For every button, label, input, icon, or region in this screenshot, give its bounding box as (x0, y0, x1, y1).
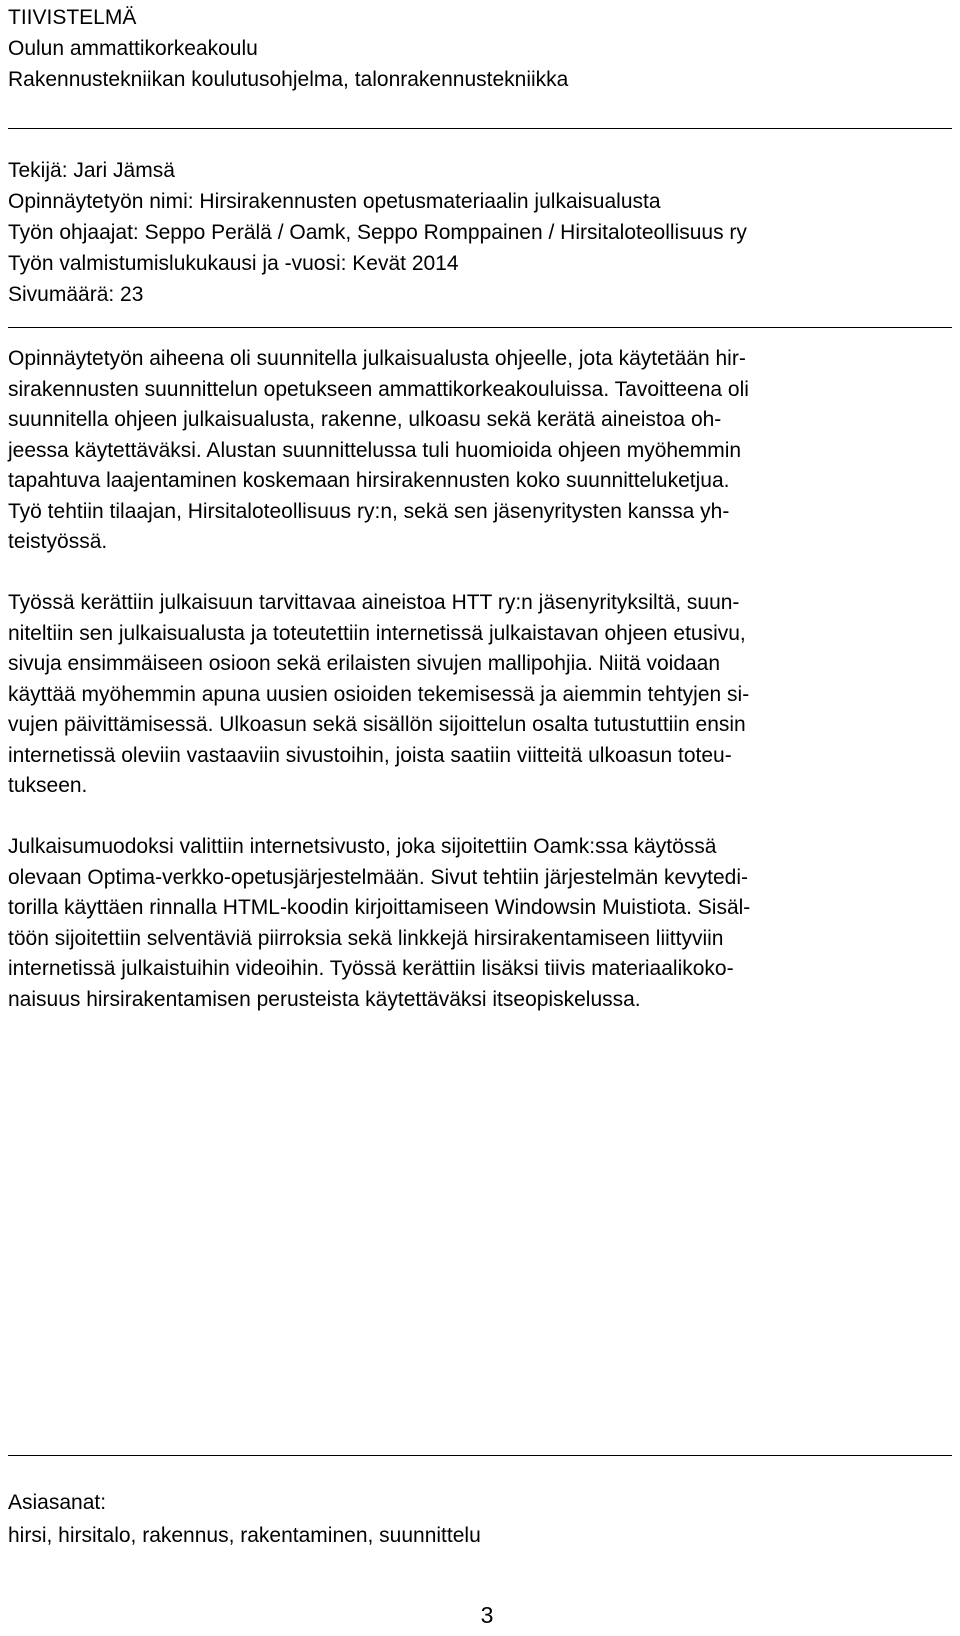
text-line: tapahtuva laajentaminen koskemaan hirsirakennusten koko suunnitteluketjua. (8, 469, 730, 492)
text-line: käyttää myöhemmin apuna uusien osioiden tekemisessä ja aiemmin tehtyjen si- (8, 682, 750, 706)
text-line: Työssä kerättiin julkaisuun tarvittavaa aineistoa HTT ry:n jäsenyrityksiltä, suun- (8, 591, 740, 614)
text-line: sivuja ensimmäiseen osioon sekä erilaisten sivujen mallipohjia. Niitä voidaan (8, 652, 721, 675)
document-title: TIIVISTELMÄ (8, 6, 137, 29)
text-line: suunnitella ohjeen julkaisualusta, rakenne, ulkoasu sekä kerätä aineistoa oh- (8, 408, 722, 431)
completion-line: Työn valmistumislukukausi ja -vuosi: Kevät 2014 (8, 252, 459, 275)
text-line: torilla käyttäen rinnalla HTML-koodin kirjoittamiseen Windowsin Muistiota. Sisäl- (8, 896, 751, 919)
keywords-block (8, 1486, 481, 1552)
thesis-title-line: Opinnäytetyön nimi: Hirsirakennusten opetusmateriaalin julkaisualusta (8, 190, 661, 213)
text-line: olevaan Optima-verkko-opetusjärjestelmään. Sivut tehtiin järjestelmän kevytedi- (8, 865, 749, 889)
text-line: Työ tehtiin tilaajan, Hirsitaloteollisuus ry:n, sekä sen jäsenyritysten kanssa yh- (8, 499, 730, 523)
text-line: tukseen. (8, 774, 88, 797)
text-line: internetissä oleviin vastaaviin sivustoihin, joista saatiin viitteitä ulkoasun toteu- (8, 743, 732, 767)
text-line: teistyössä. (8, 530, 108, 553)
document-page (8, 0, 952, 1636)
thesis-info-block (8, 155, 747, 310)
text-line: niteltiin sen julkaisualusta ja toteutettiin internetissä julkaistavan ohjeen etusivu, (8, 621, 746, 645)
author-line: Tekijä: Jari Jämsä (8, 159, 175, 182)
divider-bottom (8, 1455, 952, 1456)
text-line: vujen päivittämisessä. Ulkoasun sekä sisällön sijoittelun osalta tutustuttiin ensin (8, 713, 746, 736)
divider-middle (8, 327, 952, 328)
text-line: Julkaisumuodoksi valittiin internetsivusto, joka sijoitettiin Oamk:ssa käytössä (8, 835, 717, 858)
page-number: 3 (480, 1602, 494, 1628)
text-line: internetissä julkaistuihin videoihin. Työssä kerättiin lisäksi tiivis materiaalikoko- (8, 957, 734, 980)
text-line: töön sijoitettiin selventäviä piirroksia sekä linkkejä hirsirakentamiseen liittyviin (8, 926, 724, 950)
divider-top (8, 128, 952, 129)
text-line: Opinnäytetyön aiheena oli suunnitella julkaisualusta ohjeelle, jota käytetään hir- (8, 347, 746, 370)
text-line: sirakennusten suunnittelun opetukseen ammattikorkeakouluissa. Tavoitteena oli (8, 377, 749, 401)
institution-name: Oulun ammattikorkeakoulu (8, 37, 258, 60)
supervisors-line: Työn ohjaajat: Seppo Perälä / Oamk, Seppo Romppainen / Hirsitaloteollisuus ry (8, 221, 747, 244)
degree-programme: Rakennustekniikan koulutusohjelma, talonrakennustekniikka (8, 68, 569, 91)
abstract-paragraph (8, 832, 750, 1015)
keywords-label: Asiasanat: (8, 1491, 107, 1514)
page-count-line: Sivumäärä: 23 (8, 283, 144, 306)
keywords-list: hirsi, hirsitalo, rakennus, rakentaminen, suunnittelu (8, 1524, 481, 1547)
abstract-paragraph (8, 588, 750, 802)
header-block (8, 2, 568, 95)
abstract-paragraph (8, 344, 750, 558)
text-line: jeessa käytettäväksi. Alustan suunnittelussa tuli huomioida ohjeen myöhemmin (8, 438, 742, 462)
text-line: naisuus hirsirakentamisen perusteista käytettäväksi itseopiskelussa. (8, 987, 641, 1011)
abstract-body (8, 344, 750, 1046)
